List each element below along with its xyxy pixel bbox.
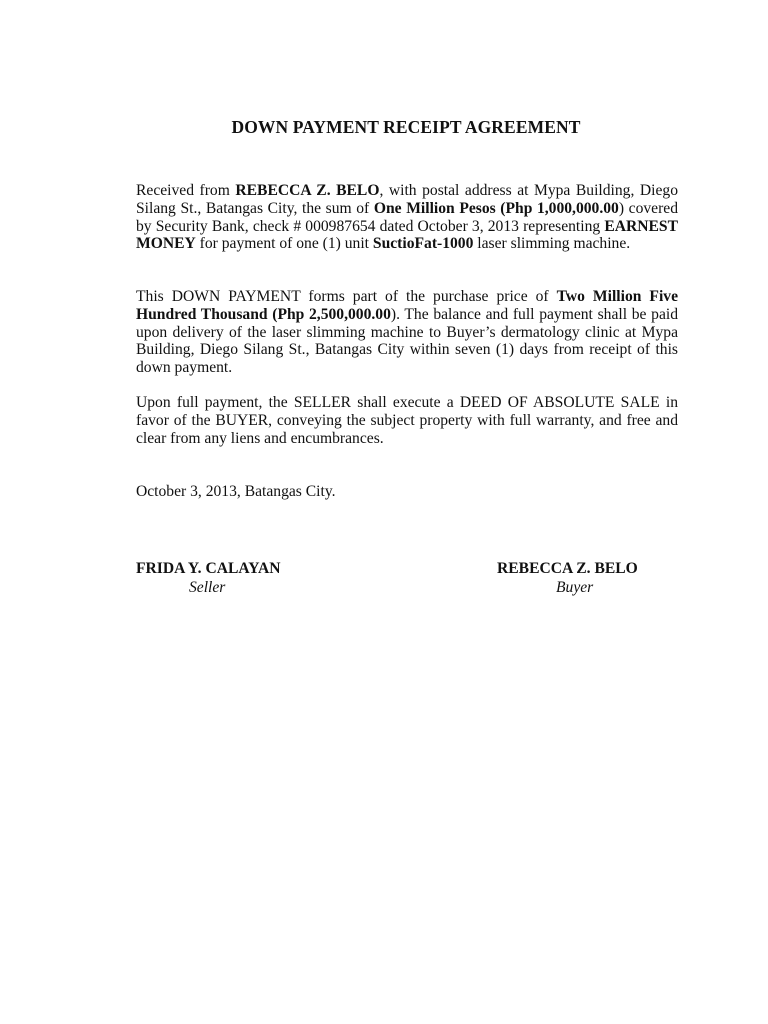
buyer-name-inline: REBECCA Z. BELO [235, 182, 380, 199]
paragraph-text: for payment of one (1) unit [195, 235, 373, 253]
paragraph-text: ). The balance and full payment shall be paid upon delivery of the laser slimming machine to Buyer’s dermatology clinic at Mypa Building, Diego Silang St., Batangas City within seven (1) days from receipt of this down payment. [136, 305, 678, 377]
purchase-price-text: Two Million Five Hundred Thousand (Php 2,500,000.00 [136, 288, 678, 323]
date-line: October 3, 2013, Batangas City. [136, 483, 336, 500]
paragraph-purchase-price [136, 288, 678, 377]
paragraph-receipt [136, 182, 678, 253]
buyer-name: REBECCA Z. BELO [497, 560, 638, 577]
earnest-money-text: EARNEST MONEY [136, 217, 678, 253]
paragraph-text: ) covered by Security Bank, check # 000987654 dated October 3, 2013 representing [136, 199, 678, 235]
product-name: SuctioFat-1000 [372, 235, 474, 253]
amount-text: One Million Pesos (Php 1,000,000.00 [373, 199, 619, 217]
paragraph-text: Received from [136, 182, 236, 199]
buyer-signature-block [497, 560, 638, 597]
paragraph-text: , with postal address at Mypa Building, Diego Silang St., Batangas City, the sum of [136, 182, 678, 217]
paragraph-deed-of-sale: Upon full payment, the SELLER shall execute a DEED OF ABSOLUTE SALE in favor of the BUYER, conveying the subject property with full warranty, and free and clear from any liens and encumbrances. [136, 394, 678, 447]
document-title: DOWN PAYMENT RECEIPT AGREEMENT [231, 117, 581, 137]
seller-signature-block [136, 560, 281, 597]
seller-role: Seller [189, 579, 226, 596]
paragraph-text: laser slimming machine. [473, 235, 631, 253]
seller-name: FRIDA Y. CALAYAN [136, 560, 281, 577]
buyer-role: Buyer [556, 579, 594, 596]
paragraph-text: This DOWN PAYMENT forms part of the purchase price of [136, 288, 557, 305]
